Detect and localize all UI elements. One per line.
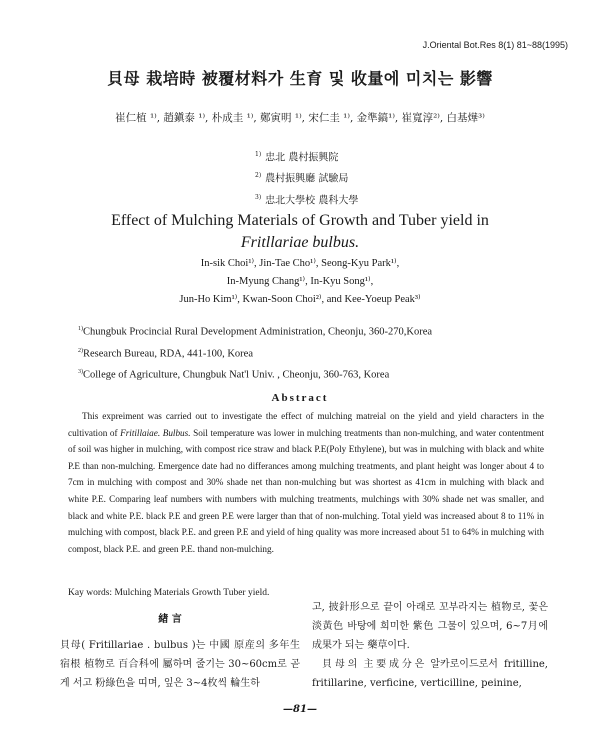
english-title (0, 210, 600, 254)
abstract-species-name: Fritillaiae. Bulbus. (120, 427, 191, 438)
introduction-left-column: 貝母( Fritillariae . bulbus )는 中國 原産의 多年生 宿根 植物로 百合科에 屬하며 줄기는 30~60cm로 곧게 서고 粉綠色을 띠며, 잎은 3~4枚씩 輪生하 (60, 640, 300, 689)
english-affiliations (78, 320, 432, 385)
abstract-body: This expreiment was carried out to investigate the effect of mulching matreial on the yield and yield characters in the cultivation of Fritillaiae. Bulbus. Soil temperature was lower in mulching treatments than non-mulching, and water contentment of soil was higher in mulching, with compost rice straw and black P.E(Poly Ethylene), but was in mulching with black and white P.E than non-mulching. Emergence date had no differances among mulching treatments, and plant height was longer about 4 to 7cm in mulching with compost and 30% shade net than non-mulching but was shortest as 41cm in mulching with black and white P.E. Comparing leaf numbers with numbers with mulching treatments, mulchings with 30% shade net was smaller, and black and white P.E. black P.E and green P.E were larger than that of non-mulching. Total yield was increased about 8 to 11% in mulching with compost, black P.E. and green P.E and yield of hing quality was more increased about 51 to 64% in mulching with compost, black P.E. and green P.E. thand non-mulching. (68, 411, 544, 554)
english-authors (0, 255, 600, 309)
english-affiliation: $^{3)}$College of Agriculture, Chungbuk Nat'l Univ. , Cheonju, 360-763, Korea (78, 369, 390, 381)
english-affiliation: $^{2)}$Research Bureau, RDA, 441-100, Korea (78, 347, 253, 359)
korean-affiliation: $^{3)}$ 忠北大學校 農科大學 (255, 193, 359, 206)
korean-authors: 崔仁植 ¹⁾, 趙鎭泰 ¹⁾, 朴成圭 ¹⁾, 鄭寅明 ¹⁾, 宋仁圭 ¹⁾, 金準鎬¹⁾, 崔寬淳²⁾, 白基燁³⁾ (115, 112, 485, 124)
korean-affiliation: $^{1)}$ 忠北 農村振興院 (255, 151, 339, 164)
journal-reference: J.Oriental Bot.Res 8(1) 81~88(1995) (422, 40, 568, 50)
introduction-right-column (312, 598, 548, 693)
page-number: —81— (283, 704, 317, 715)
english-author-line: Jun-Ho Kim¹⁾, Kwan-Soon Choi²⁾, and Kee-Yoeup Peak³⁾ (179, 294, 421, 305)
keywords: Kay words: Mulching Materials Growth Tuber yield. (68, 588, 270, 598)
abstract-heading: Abstract (271, 392, 329, 404)
english-affiliation: $^{1)}$Chungbuk Procincial Rural Development Administration, Cheonju, 360-270,Korea (78, 326, 433, 338)
intro-paragraph: 貝母의 主要成分은 알카로이드로서 fritilline, fritillarine, verficine, verticilline, peinine, (312, 659, 548, 689)
korean-title: 貝母 栽培時 被覆材料가 生育 및 收量에 미치는 影響 (107, 69, 493, 88)
english-author-line: In-Myung Chang¹⁾, In-Kyu Song¹⁾, (226, 276, 374, 287)
english-title-line: Effect of Mulching Materials of Growth and Tuber yield in (111, 212, 489, 229)
introduction-heading: 緖 言 (158, 614, 182, 625)
english-author-line: In-sik Choi¹⁾, Jin-Tae Cho¹⁾, Seong-Kyu Park¹⁾, (200, 258, 400, 269)
intro-paragraph: 고, 披針形으로 끝이 아래로 꼬부라지는 植物로, 꽃은 淡黃色 바탕에 희미한 紫色 그물이 있으며, 6~7月에 成果가 되는 藥草이다. (312, 602, 548, 651)
korean-affiliation: $^{2)}$ 農村振興廳 試驗局 (255, 172, 349, 185)
english-title-species: Fritllariae bulbus. (240, 234, 360, 251)
korean-affiliations (255, 146, 358, 210)
